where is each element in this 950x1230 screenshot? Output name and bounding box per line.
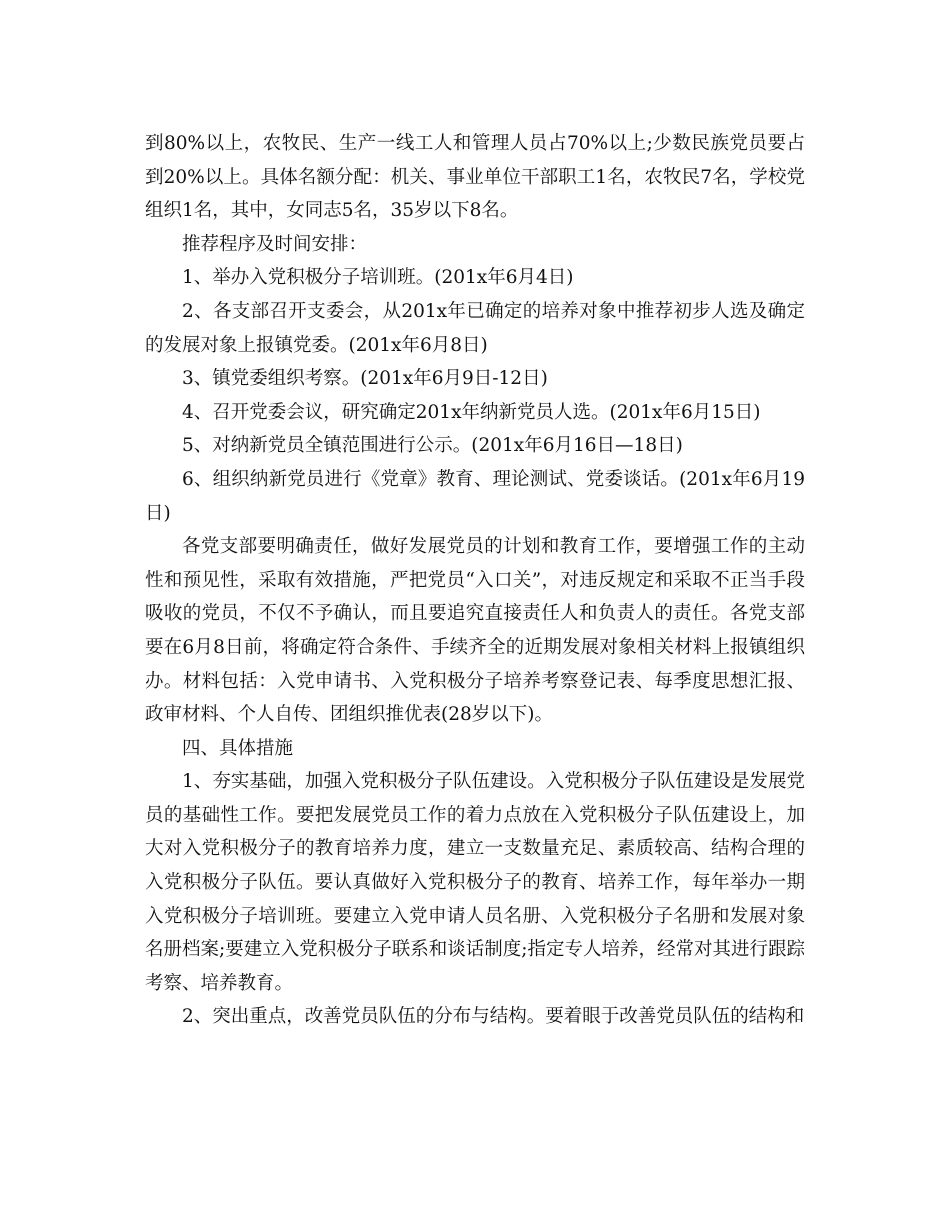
paragraph-responsibility: 各党支部要明确责任，做好发展党员的计划和教育工作，要增强工作的主动性和预见性，采取有效措施，严把党员“入口关”，对违反规定和采取不正当手段吸收的党员，不仅不予确认，而且要追究直接责任人和负责人的责任。各党支部要在6月8日前，将确定符合条件、手续齐全的近期发展对象相关材料上报镇组织办。材料包括：入党申请书、入党积极分子培养考察登记表、每季度思想汇报、政审材料、个人自传、团组织推优表(28岁以下)。	[145, 536, 805, 726]
paragraph-measure-1: 1、夯实基础，加强入党积极分子队伍建设。入党积极分子队伍建设是发展党员的基础性工作。要把发展党员工作的着力点放在入党积极分子队伍建设上，加大对入党积极分子的教育培养力度，建立一支数量充足、素质较高、结构合理的入党积极分子队伍。要认真做好入党积极分子的教育、培养工作，每年举办一期入党积极分子培训班。要建立入党申请人员名册、入党积极分子名册和发展对象名册档案;要建立入党积极分子联系和谈话制度;指定专人培养，经常对其进行跟踪考察、培养教育。	[145, 771, 805, 994]
paragraph-quota-distribution: 到80%以上，农牧民、生产一线工人和管理人员占70%以上;少数民族党员要占到20%以上。具体名额分配：机关、事业单位干部职工1名，农牧民7名，学校党组织1名，其中，女同志5名，35岁以下8名。	[145, 133, 805, 222]
paragraph-step-5: 5、对纳新党员全镇范围进行公示。(201x年6月16日—18日)	[182, 435, 683, 457]
document-body	[145, 127, 805, 1034]
paragraph-measure-2: 2、突出重点，改善党员队伍的分布与结构。要着眼于改善党员队伍的结构和	[182, 1006, 805, 1028]
section-heading-measures: 四、具体措施	[182, 737, 294, 759]
paragraph-step-6: 6、组织纳新党员进行《党章》教育、理论测试、党委谈话。(201x年6月19日)	[145, 468, 805, 524]
paragraph-step-2: 2、各支部召开支委会，从201x年已确定的培养对象中推荐初步人选及确定的发展对象上报镇党委。(201x年6月8日)	[145, 300, 805, 356]
paragraph-procedure-heading: 推荐程序及时间安排：	[182, 233, 368, 255]
paragraph-step-4: 4、召开党委会议，研究确定201x年纳新党员人选。(201x年6月15日)	[182, 401, 761, 423]
paragraph-step-3: 3、镇党委组织考察。(201x年6月9日-12日)	[182, 368, 548, 390]
paragraph-step-1: 1、举办入党积极分子培训班。(201x年6月4日)	[182, 267, 574, 289]
